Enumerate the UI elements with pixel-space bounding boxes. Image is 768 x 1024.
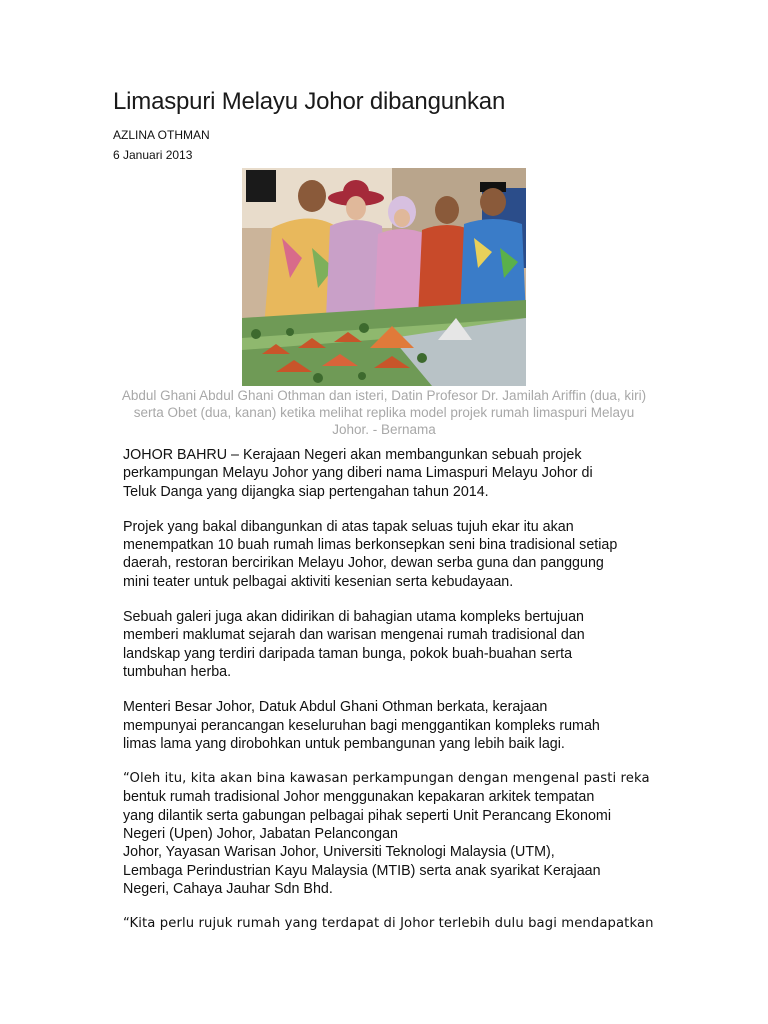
paragraph-line: perkampungan Melayu Johor yang diberi nama Limaspuri Melayu Johor di — [123, 465, 593, 482]
article-paragraph — [123, 446, 653, 501]
paragraph-line: Projek yang bakal dibangunkan di atas tapak seluas tujuh ekar itu akan — [123, 518, 574, 535]
article-paragraph — [123, 608, 653, 681]
article-headline: Limaspuri Melayu Johor dibangunkan — [113, 88, 506, 115]
article-quote-paragraph — [123, 770, 653, 898]
paragraph-line: yang dilantik serta gabungan pelbagai pihak seperti Unit Perancang Ekonomi — [123, 807, 611, 824]
article-date: 6 Januari 2013 — [113, 148, 193, 162]
article-photo — [242, 168, 526, 386]
article-paragraph — [123, 698, 653, 753]
photo-caption-line: Johor. - Bernama — [332, 422, 436, 437]
photo-caption-line: serta Obet (dua, kanan) ketika melihat replika model projek rumah limaspuri Melayu — [133, 405, 635, 420]
paragraph-line: menempatkan 10 buah rumah limas berkonsepkan seni bina tradisional setiap — [123, 537, 618, 554]
paragraph-line: landskap yang terdiri daripada taman bunga, pokok buah-buahan serta — [123, 645, 573, 662]
paragraph-line: limas lama yang dirobohkan untuk pembangunan yang lebih baik lagi. — [123, 735, 565, 752]
photo-caption — [108, 387, 660, 438]
article-author: AZLINA OTHMAN — [113, 128, 210, 142]
paragraph-line: Negeri (Upen) Johor, Jabatan Pelancongan — [123, 826, 398, 843]
paragraph-line: Teluk Danga yang dijangka siap pertengahan tahun 2014. — [123, 483, 489, 500]
paragraph-line: memberi maklumat sejarah dan warisan mengenai rumah tradisional dan — [123, 627, 585, 644]
article-body — [123, 446, 653, 951]
paragraph-line: mini teater untuk pelbagai aktiviti kesenian serta kebudayaan. — [123, 573, 514, 590]
paragraph-line: Negeri, Cahaya Jauhar Sdn Bhd. — [123, 880, 333, 897]
paragraph-line: mempunyai perancangan keseluruhan bagi menggantikan kompleks rumah — [123, 717, 600, 734]
paragraph-line: JOHOR BAHRU – Kerajaan Negeri akan membangunkan sebuah projek — [123, 447, 582, 463]
paragraph-line: “Oleh itu, kita akan bina kawasan perkampungan dengan mengenal pasti reka — [123, 771, 650, 787]
article-paragraph — [123, 518, 653, 591]
paragraph-line: daerah, restoran bercirikan Melayu Johor, dewan serba guna dan panggung — [123, 555, 604, 572]
paragraph-line: “Kita perlu rujuk rumah yang terdapat di Johor terlebih dulu bagi mendapatkan — [123, 916, 654, 932]
paragraph-line: Menteri Besar Johor, Datuk Abdul Ghani Othman berkata, kerajaan — [123, 699, 548, 716]
paragraph-line: Lembaga Perindustrian Kayu Malaysia (MTIB) serta anak syarikat Kerajaan — [123, 862, 601, 879]
paragraph-line: Johor, Yayasan Warisan Johor, Universiti Teknologi Malaysia (UTM), — [123, 844, 555, 861]
paragraph-line: tumbuhan herba. — [123, 663, 232, 680]
paragraph-line: bentuk rumah tradisional Johor menggunakan kepakaran arkitek tempatan — [123, 789, 595, 806]
paragraph-line: Sebuah galeri juga akan didirikan di bahagian utama kompleks bertujuan — [123, 609, 584, 626]
photo-caption-line: Abdul Ghani Abdul Ghani Othman dan isteri, Datin Profesor Dr. Jamilah Ariffin (dua, kiri) — [121, 388, 647, 403]
article-quote-paragraph — [123, 915, 653, 933]
